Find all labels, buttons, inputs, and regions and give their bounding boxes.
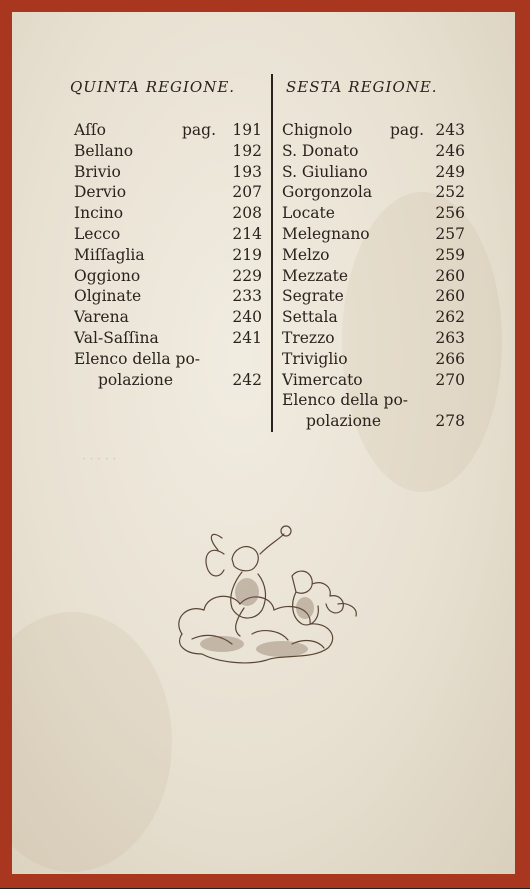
page-number: 219 xyxy=(232,245,262,264)
index-entry-row xyxy=(282,370,465,391)
place-name: polazione xyxy=(98,370,174,389)
index-entry-row xyxy=(282,390,465,411)
index-entry-row xyxy=(282,286,465,307)
index-entry-row xyxy=(74,203,264,224)
cherubs-on-clouds-vignette-icon xyxy=(162,504,372,669)
place-name: Triviglio xyxy=(282,349,348,368)
page-number: 263 xyxy=(435,328,465,347)
page-number: 262 xyxy=(435,308,465,327)
place-name: Melegnano xyxy=(282,224,370,243)
pag-abbreviation: pag. xyxy=(390,121,425,139)
place-name: S. Donato xyxy=(282,141,359,160)
page-number: 249 xyxy=(435,162,465,181)
place-name: Melzo xyxy=(282,245,330,264)
index-entry-row xyxy=(282,182,465,203)
place-name: Settala xyxy=(282,308,338,327)
index-entry-row xyxy=(282,224,465,245)
page-number: 259 xyxy=(435,245,465,264)
heading-quinta-regione: QUINTA REGIONE. xyxy=(70,78,236,96)
index-entry-row xyxy=(282,203,465,224)
page-number: 260 xyxy=(435,266,465,285)
place-name: Aſſo xyxy=(74,121,106,139)
page-number: 270 xyxy=(435,370,465,389)
place-name: Elenco della po- xyxy=(74,349,201,368)
page-number: 241 xyxy=(232,328,262,347)
page-number: 192 xyxy=(232,141,262,160)
page-number: 208 xyxy=(232,204,262,223)
place-name: Brivio xyxy=(74,162,121,181)
bleed-through-text: · · · · · xyxy=(82,452,117,466)
place-name: Incino xyxy=(74,204,124,223)
page-number: 233 xyxy=(232,287,262,306)
index-entry-row xyxy=(74,182,264,203)
page-number: 243 xyxy=(435,121,465,139)
index-entry-row xyxy=(282,245,465,266)
right-index-column xyxy=(282,120,465,432)
column-divider xyxy=(271,74,273,432)
page-number: 260 xyxy=(435,287,465,306)
index-entry-row xyxy=(74,328,264,349)
place-name: Elenco della po- xyxy=(282,391,409,410)
page-number: 240 xyxy=(232,308,262,327)
page-number: 246 xyxy=(435,141,465,160)
index-entry-row xyxy=(74,349,264,370)
page-number: 193 xyxy=(232,162,262,181)
place-name: Vimercato xyxy=(282,370,363,389)
left-index-column xyxy=(74,120,264,390)
page-number: 242 xyxy=(232,370,262,389)
page-number: 229 xyxy=(232,266,262,285)
index-entry-row xyxy=(282,162,465,183)
place-name: Miſſaglia xyxy=(74,245,145,264)
index-entry-row xyxy=(74,162,264,183)
heading-sesta-regione: SESTA REGIONE. xyxy=(286,78,438,96)
place-name: Mezzate xyxy=(282,266,349,285)
place-name: Segrate xyxy=(282,287,344,306)
index-entry-row xyxy=(282,266,465,287)
page-number: 207 xyxy=(232,183,262,202)
index-entry-row xyxy=(282,328,465,349)
place-name: S. Giuliano xyxy=(282,162,368,181)
index-entry-row xyxy=(282,120,465,141)
book-page xyxy=(12,12,515,874)
page-number: 252 xyxy=(435,183,465,202)
index-entry-row xyxy=(74,245,264,266)
index-entry-row xyxy=(282,307,465,328)
paper-stain xyxy=(12,612,172,872)
place-name: Varena xyxy=(74,308,129,327)
index-entry-row xyxy=(74,307,264,328)
page-number: 256 xyxy=(435,204,465,223)
page-number: 191 xyxy=(232,121,262,139)
page-number: 257 xyxy=(435,224,465,243)
index-entry-row xyxy=(74,286,264,307)
index-entry-row xyxy=(282,141,465,162)
place-name: Gorgonzola xyxy=(282,183,373,202)
place-name: Lecco xyxy=(74,224,121,243)
place-name: Bellano xyxy=(74,141,134,160)
pag-abbreviation: pag. xyxy=(182,121,217,139)
index-entry-row xyxy=(282,349,465,370)
index-entry-row xyxy=(282,411,465,432)
page-number: 214 xyxy=(232,224,262,243)
index-entry-row xyxy=(74,141,264,162)
page-number: 278 xyxy=(435,412,465,431)
place-name: polazione xyxy=(306,412,382,431)
place-name: Locate xyxy=(282,204,335,223)
place-name: Trezzo xyxy=(282,328,335,347)
place-name: Chignolo xyxy=(282,121,353,139)
index-entry-row xyxy=(74,224,264,245)
index-entry-row xyxy=(74,120,264,141)
place-name: Olginate xyxy=(74,287,142,306)
index-entry-row xyxy=(74,370,264,391)
place-name: Val-Saſſina xyxy=(74,328,159,347)
place-name: Dervio xyxy=(74,183,127,202)
bottom-rule xyxy=(0,888,530,893)
page-number: 266 xyxy=(435,349,465,368)
index-entry-row xyxy=(74,266,264,287)
place-name: Oggiono xyxy=(74,266,141,285)
